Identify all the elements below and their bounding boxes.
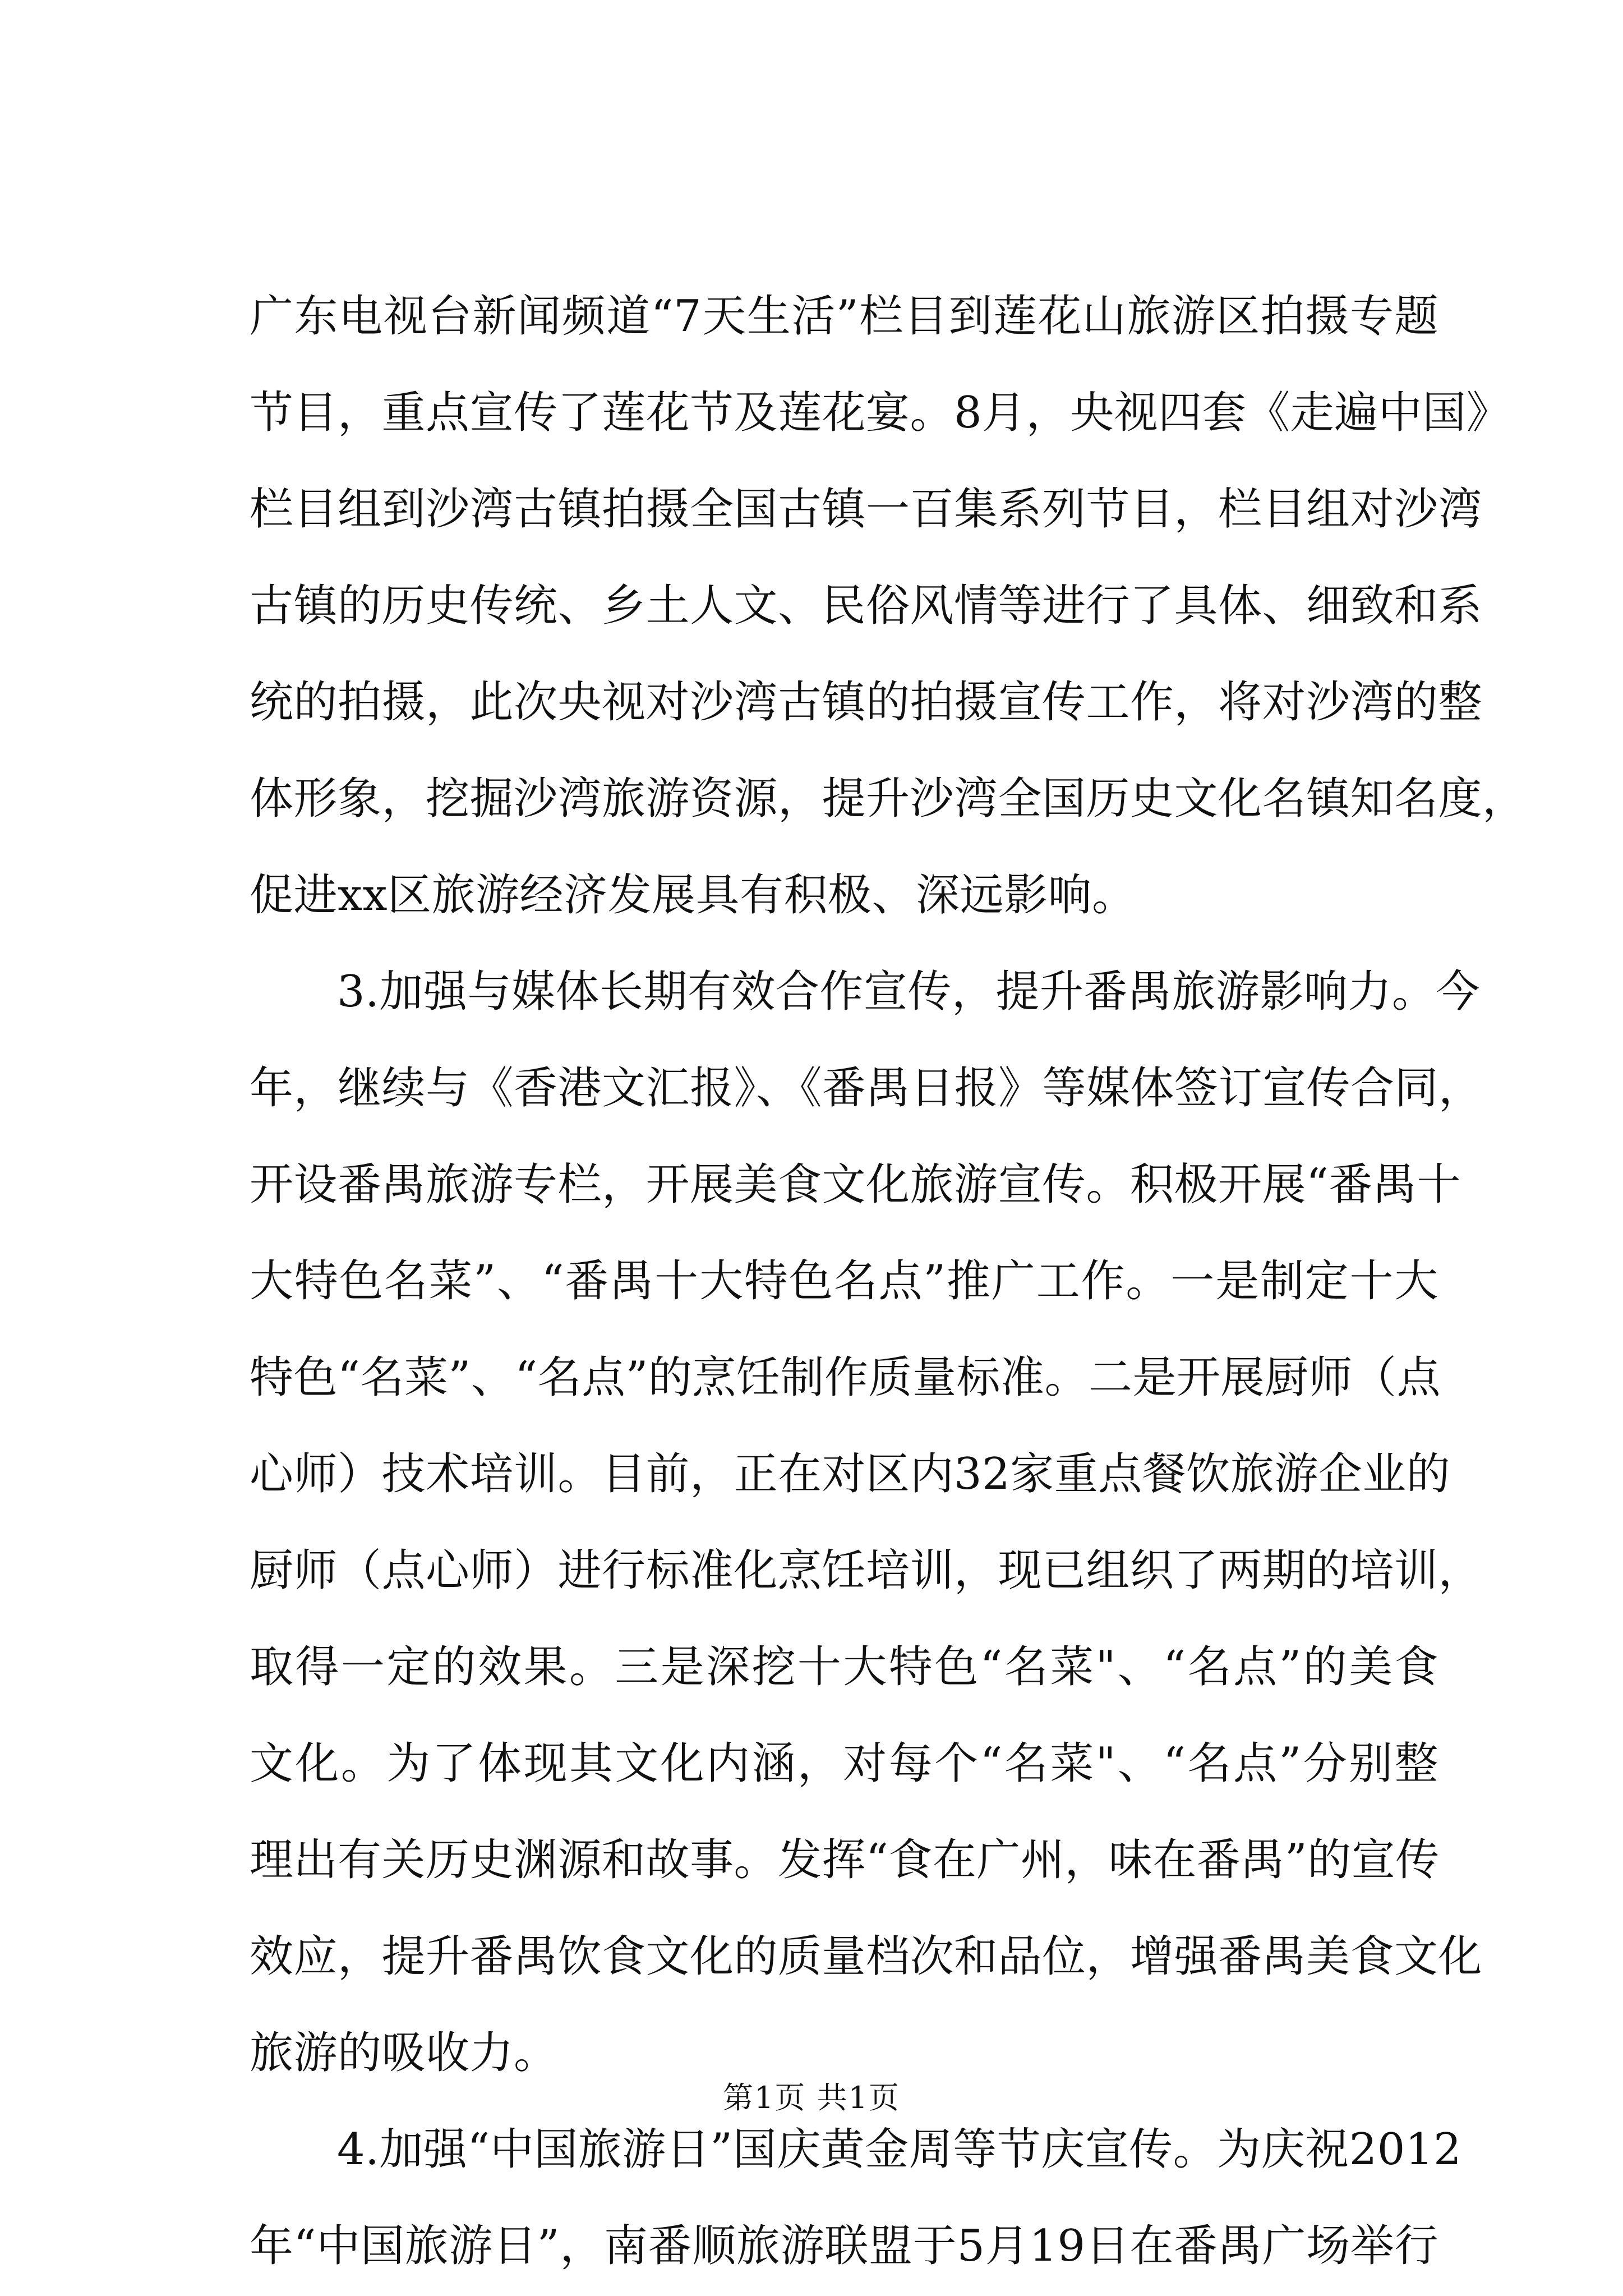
text-line: 促进xx区旅游经济发展具有积极、深远影响。 [250, 870, 1136, 921]
text-line: 统的拍摄，此次央视对沙湾古镇的拍摄宣传工作，将对沙湾的整 [250, 677, 1483, 728]
text-line: 特色“名菜”、“名点”的烹饪制作质量标准。二是开展厨师（点 [250, 1352, 1441, 1403]
paragraph-2 [250, 944, 1483, 2101]
text-line: 年“中国旅游日”，南番顺旅游联盟于5月19日在番禺广场举行 [250, 2221, 1438, 2271]
text-line: 4.加强“中国旅游日”国庆黄金周等节庆宣传。为庆祝2012 [337, 2124, 1462, 2175]
text-line: 体形象，挖掘沙湾旅游资源，提升沙湾全国历史文化名镇知名度， [250, 774, 1527, 824]
text-line: 广东电视台新闻频道“7天生活”栏目到莲花山旅游区拍摄专题 [250, 291, 1438, 342]
paragraph-1 [250, 268, 1527, 944]
paragraph-3 [250, 2101, 1462, 2294]
text-line: 旅游的吸收力。 [250, 2028, 558, 2078]
text-line: 取得一定的效果。三是深挖十大特色“名菜"、“名点”的美食 [250, 1642, 1438, 1692]
text-line: 节目，重点宣传了莲花节及莲花宴。8月，央视四套《走遍中国》 [250, 388, 1511, 438]
text-line: 古镇的历史传统、乡土人文、民俗风情等进行了具体、细致和系 [250, 581, 1483, 631]
text-line: 开设番禺旅游专栏，开展美食文化旅游宣传。积极开展“番禺十 [250, 1159, 1461, 1210]
page-footer: 第1页 共1页 [723, 2080, 900, 2115]
text-line: 效应，提升番禺饮食文化的质量档次和品位，增强番禺美食文化 [250, 1931, 1483, 1982]
text-line: 3.加强与媒体长期有效合作宣传，提升番禺旅游影响力。今 [337, 967, 1480, 1017]
text-line: 厨师（点心师）进行标准化烹饪培训，现已组织了两期的培训， [250, 1545, 1483, 1596]
text-line: 年，继续与《香港文汇报》、《番禺日报》等媒体签订宣传合同， [250, 1063, 1483, 1114]
document-body [250, 268, 1527, 2294]
text-line: 理出有关历史渊源和故事。发挥“食在广州，味在番禺”的宣传 [250, 1835, 1440, 1885]
text-line: 大特色名菜”、“番禺十大特色名点”推广工作。一是制定十大 [250, 1256, 1438, 1306]
text-line: 心师）技术培训。目前，正在对区内32家重点餐饮旅游企业的 [250, 1449, 1451, 1499]
text-line: 栏目组到沙湾古镇拍摄全国古镇一百集系列节目，栏目组对沙湾 [250, 484, 1483, 535]
text-line: 文化。为了体现其文化内涵，对每个“名菜"、“名点”分别整 [250, 1738, 1438, 1789]
